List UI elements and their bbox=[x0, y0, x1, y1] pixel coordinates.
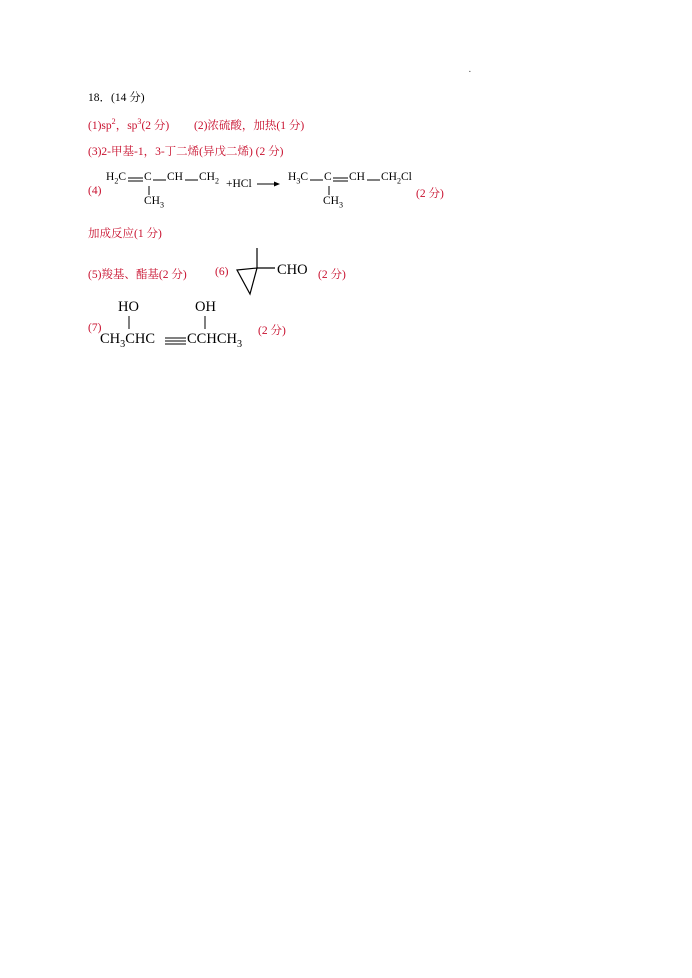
reactant-ch: CH bbox=[167, 171, 183, 183]
product-bond-1 bbox=[310, 179, 324, 181]
answer-1 bbox=[88, 117, 169, 133]
sp-text-2: sp bbox=[127, 120, 138, 132]
product-ch: CH bbox=[349, 171, 365, 183]
answer-7-label: (7) bbox=[88, 322, 102, 334]
reaction-type: 加成反应(1 分) bbox=[88, 228, 162, 240]
answer-4-score: (2 分) bbox=[416, 188, 444, 200]
product-ch3: $CH_3$ bbox=[323, 195, 344, 210]
oh-bond-left bbox=[128, 316, 130, 330]
reactant-h2c: $H_2C$ bbox=[106, 171, 127, 186]
sp-superscript-2: 2 bbox=[111, 117, 116, 127]
question-header: 18．(14 分) bbox=[88, 92, 145, 104]
reactant-ch2: $CH_2$ bbox=[199, 171, 220, 186]
answer-1-label: (1) bbox=[88, 120, 102, 132]
product-double-bond bbox=[333, 177, 349, 183]
answer-3: (3)2-甲基-1，3-丁二烯(异戊二烯) (2 分) bbox=[88, 146, 284, 158]
triple-bond bbox=[165, 337, 187, 345]
hydroxyl-left: HO bbox=[118, 299, 139, 315]
reactant-double-bond bbox=[128, 177, 144, 183]
answer-5: (5)羧基、酯基(2 分) bbox=[88, 269, 187, 281]
plus-hcl: +HCl bbox=[226, 178, 252, 190]
reactant-ch3: $CH_3$ bbox=[144, 195, 165, 210]
product-h3c: $H_3C$ bbox=[288, 171, 309, 186]
answer-2: (2)浓硫酸，加热(1 分) bbox=[194, 120, 305, 132]
reactant-bond-1 bbox=[153, 179, 167, 181]
stray-dot: · bbox=[468, 66, 472, 78]
reaction-arrow bbox=[257, 180, 281, 188]
reactant-c: C bbox=[144, 171, 152, 183]
reactant-bond-2 bbox=[185, 179, 199, 181]
answer-4-label: (4) bbox=[88, 185, 102, 197]
answer-1-score: (2 分) bbox=[141, 120, 170, 132]
cyclopropane-structure bbox=[233, 246, 278, 298]
oh-bond-right bbox=[204, 316, 206, 330]
sp-superscript-3: 3 bbox=[137, 117, 142, 127]
product-ch2cl: $CH_2Cl$ bbox=[381, 171, 412, 186]
sp-text: sp bbox=[101, 120, 112, 132]
product-c: C bbox=[324, 171, 332, 183]
comma: ， bbox=[115, 120, 128, 132]
answer-7-score: (2 分) bbox=[258, 325, 286, 337]
answer-6-label: (6) bbox=[215, 266, 229, 278]
structure-left: $CH_3CHC$ bbox=[100, 331, 156, 350]
answer-6-score: (2 分) bbox=[318, 269, 346, 281]
hydroxyl-right: OH bbox=[195, 299, 216, 315]
product-bond-2 bbox=[367, 179, 381, 181]
structure-right: $CCHCH_3$ bbox=[187, 331, 243, 350]
cho-group: CHO bbox=[277, 262, 308, 278]
